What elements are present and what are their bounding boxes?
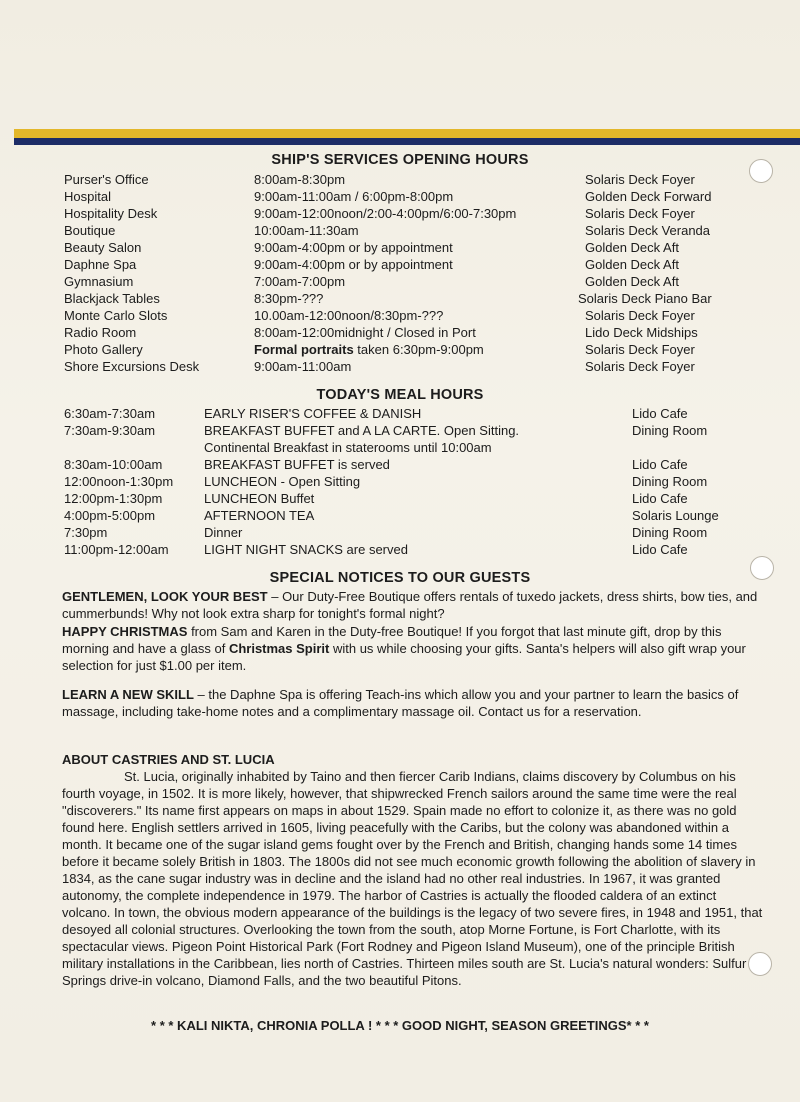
meal-time: 11:00pm-12:00am	[64, 542, 169, 557]
meal-description: BREAKFAST BUFFET and A LA CARTE. Open Sitting.	[204, 423, 520, 438]
service-location: Solaris Deck Piano Bar	[578, 291, 712, 306]
notice-christmas-bold: Christmas Spirit	[228, 641, 330, 656]
meal-location: Dining Room	[632, 474, 708, 489]
service-name: Radio Room	[64, 325, 137, 340]
service-name: Purser's Office	[64, 172, 149, 187]
meal-time: 6:30am-7:30am	[64, 406, 156, 421]
service-hours: 8:30pm-???	[254, 291, 324, 306]
service-location: Golden Deck Aft	[585, 257, 679, 272]
service-location: Solaris Deck Foyer	[585, 172, 695, 187]
service-location: Solaris Deck Foyer	[585, 359, 695, 374]
meal-time: 7:30pm	[64, 525, 108, 540]
meal-description: AFTERNOON TEA	[204, 508, 315, 523]
service-name: Beauty Salon	[64, 240, 142, 255]
service-location: Solaris Deck Foyer	[585, 342, 695, 357]
service-location: Golden Deck Aft	[585, 240, 679, 255]
service-location: Golden Deck Forward	[585, 189, 712, 204]
service-hours: 9:00am-12:00noon/2:00-4:00pm/6:00-7:30pm	[254, 206, 517, 221]
meal-description: EARLY RISER'S COFFEE & DANISH	[204, 406, 422, 421]
service-hours: 9:00am-11:00am / 6:00pm-8:00pm	[254, 189, 454, 204]
service-location: Solaris Deck Foyer	[585, 308, 695, 323]
service-hours: 9:00am-4:00pm or by appointment	[254, 257, 453, 272]
meal-description: LIGHT NIGHT SNACKS are served	[204, 542, 408, 557]
service-name: Gymnasium	[64, 274, 134, 289]
meal-time: 7:30am-9:30am	[64, 423, 156, 438]
notices-heading: SPECIAL NOTICES TO OUR GUESTS	[269, 570, 531, 586]
notice-castries-title	[62, 751, 768, 768]
service-hours: 10.00am-12:00noon/8:30pm-???	[254, 308, 444, 323]
header-stripe-navy	[14, 138, 800, 145]
meal-location: Solaris Lounge	[632, 508, 719, 523]
service-name: Hospital	[64, 189, 111, 204]
service-name: Monte Carlo Slots	[64, 308, 168, 323]
service-name: Daphne Spa	[64, 257, 137, 272]
service-hours-bold: Formal portraits	[254, 342, 354, 357]
notice-christmas	[62, 623, 768, 674]
meal-description: BREAKFAST BUFFET is served	[204, 457, 390, 472]
meal-description: Dinner	[204, 525, 243, 540]
meal-location: Lido Cafe	[632, 491, 688, 506]
notice-gentlemen	[62, 588, 768, 622]
meal-description: Continental Breakfast in staterooms until 10:00am	[204, 440, 492, 455]
notice-christmas-text-2: with us while choosing your gifts. Santa's helpers will also gift wrap your selection for just $1.00 per item.	[62, 641, 746, 673]
notice-learn-skill	[62, 686, 768, 720]
service-name: Shore Excursions Desk	[64, 359, 200, 374]
service-hours: 8:00am-12:00midnight / Closed in Port	[254, 325, 476, 340]
meals-heading: TODAY'S MEAL HOURS	[316, 387, 484, 403]
service-hours-text: taken 6:30pm-9:00pm	[353, 342, 484, 357]
notice-skill-text: – the Daphne Spa is offering Teach-ins which allow you and your partner to learn the basics of massage, including take-home notes and a complimentary massage oil. Contact us for a reservation.	[62, 687, 739, 719]
meal-location: Dining Room	[632, 525, 708, 540]
meal-time: 8:30am-10:00am	[64, 457, 163, 472]
meal-location: Dining Room	[632, 423, 708, 438]
meal-location: Lido Cafe	[632, 542, 688, 557]
service-name: Hospitality Desk	[64, 206, 158, 221]
service-hours: 9:00am-11:00am	[254, 359, 352, 374]
service-location: Lido Deck Midships	[585, 325, 698, 340]
service-hours: 10:00am-11:30am	[254, 223, 359, 238]
service-hours: 8:00am-8:30pm	[254, 172, 346, 187]
meal-time: 4:00pm-5:00pm	[64, 508, 156, 523]
service-name: Photo Gallery	[64, 342, 143, 357]
service-hours: 9:00am-4:00pm or by appointment	[254, 240, 453, 255]
notice-gentlemen-title: GENTLEMEN, LOOK YOUR BEST	[62, 589, 268, 604]
service-name: Blackjack Tables	[64, 291, 160, 306]
castries-title-text: ABOUT CASTRIES AND ST. LUCIA	[62, 752, 275, 767]
notice-gentlemen-text: – Our Duty-Free Boutique offers rentals of tuxedo jackets, dress shirts, bow ties, and cummerbunds! Why not look extra sharp for tonight's formal night?	[62, 589, 758, 621]
service-name: Boutique	[64, 223, 116, 238]
meal-location: Lido Cafe	[632, 406, 688, 421]
meal-description: LUNCHEON - Open Sitting	[204, 474, 361, 489]
meal-time: 12:00pm-1:30pm	[64, 491, 163, 506]
service-location: Solaris Deck Veranda	[585, 223, 711, 238]
meal-location: Lido Cafe	[632, 457, 688, 472]
service-hours	[254, 341, 484, 358]
services-heading: SHIP'S SERVICES OPENING HOURS	[271, 152, 529, 168]
notice-christmas-text-1: from Sam and Karen in the Duty-free Boutique! If you forgot that last minute gift, drop by this morning and have a glass of	[62, 624, 722, 656]
service-location: Solaris Deck Foyer	[585, 206, 695, 221]
meal-time: 12:00noon-1:30pm	[64, 474, 174, 489]
service-location: Golden Deck Aft	[585, 274, 679, 289]
notice-skill-title: LEARN A NEW SKILL	[62, 687, 194, 702]
notice-christmas-title: HAPPY CHRISTMAS	[62, 624, 188, 639]
notice-castries-body: St. Lucia, originally inhabited by Taino and then fiercer Carib Indians, claims discovery by Columbus on his fourth voyage, in 1502. It is more likely, however, that shipwrecked French sailors around the same time were the real "discoverers." Its name first appears on maps in about 1529. Spain made no effort to colonize it, as there was no gold found here. English settlers arrived in 1605, living peacefully with the Caribs, but the colony was abandoned within a month. It became one of the sugar island gems fought over by the French and British, changing hands some 14 times before it became solely British in 1803. The 1800s did not see much economic growth following the abolition of slavery in 1834, as the cane sugar industry was in decline and the island had no other real industries. In 1967, it was granted autonomy, the complete independence in 1979. The harbor of Castries is actually the flooded caldera of an extinct volcano. In town, the obvious modern appearance of the buildings is the legacy of two severe fires, in 1948 and 1951, that desoyed all colonial structures. Overlooking the town from the south, atop Morne Fortune, is Fort Charlotte, with its spectacular views. Pigeon Point Historical Park (Fort Rodney and Pigeon Island Museum), one of the principle British military installations in the Caribbean, lies north of Castries. Thirteen miles south are St. Lucia's natural wonders: Sulfur Springs drive-in volcano, Diamond Falls, and the two beautiful Pitons.	[62, 769, 763, 988]
header-stripe-yellow	[14, 129, 800, 138]
service-hours: 7:00am-7:00pm	[254, 274, 346, 289]
footer-greeting: * * * KALI NIKTA, CHRONIA POLLA ! * * * GOOD NIGHT, SEASON GREETINGS* * *	[151, 1018, 649, 1033]
meal-description: LUNCHEON Buffet	[204, 491, 315, 506]
